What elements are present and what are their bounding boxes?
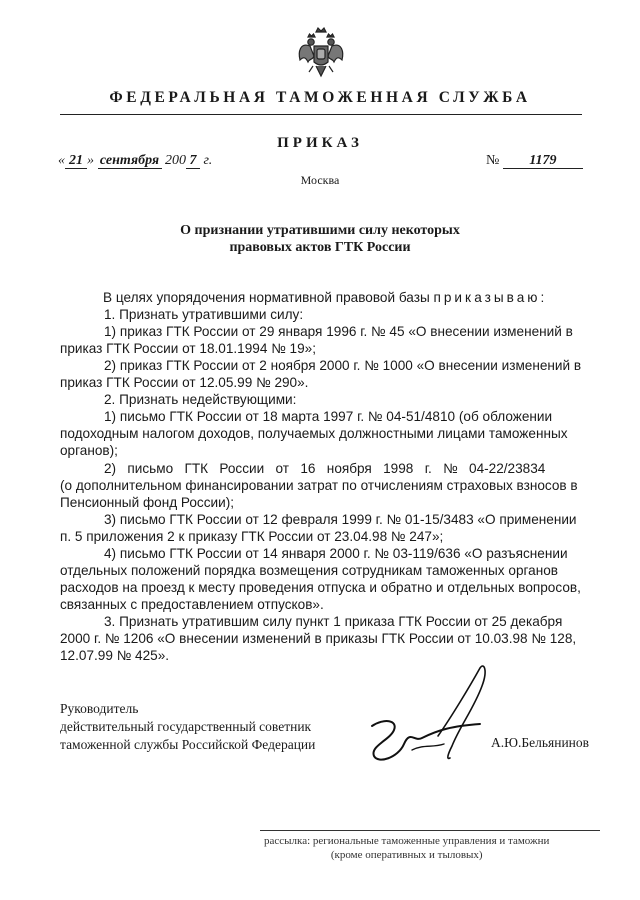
distribution-line: рассылка: региональные таможенные управления и таможни: [264, 835, 550, 847]
distribution-line: (кроме оперативных и тыловых): [330, 849, 483, 861]
body-line: 2) приказ ГТК России от 2 ноября 2000 г. № 1000 «О внесении изменений в: [104, 358, 582, 373]
body-line: 12.07.99 № 425».: [60, 648, 170, 663]
distribution-divider: [260, 830, 600, 831]
order-date: [58, 153, 212, 169]
body-line: 4) письмо ГТК России от 14 января 2000 г. № 03-119/636 «О разъяснении: [104, 546, 568, 561]
body-line: расходов на проезд к месту проведения отпуска и обратно и отдельных вопросов,: [60, 580, 581, 595]
body-intro: [103, 289, 547, 306]
signatory-position-line: Руководитель: [60, 701, 139, 716]
body-line: 3) письмо ГТК России от 12 февраля 1999 г. № 01-15/3483 «О применении: [104, 512, 577, 527]
body-line: 3. Признать утратившим силу пункт 1 приказа ГТК России от 25 декабря: [104, 614, 563, 629]
date-month: сентября: [98, 154, 162, 169]
header-divider: [60, 114, 582, 115]
date-open-quote: «: [58, 153, 65, 168]
subject-line: правовых актов ГТК России: [229, 240, 411, 255]
order-subject: [0, 222, 640, 256]
body-line: органов);: [60, 443, 118, 458]
body-line: п. 5 приложения 2 к приказу ГТК России от 23.04.98 № 247»;: [60, 529, 444, 544]
signatory-title: [60, 700, 315, 754]
body-line: подоходным налогом доходов, получаемых должностными лицами таможенных: [60, 426, 568, 441]
date-year-prefix: 200: [165, 153, 186, 168]
agency-name: ФЕДЕРАЛЬНАЯ ТАМОЖЕННАЯ СЛУЖБА: [109, 89, 531, 106]
signatory-name: А.Ю.Бельянинов: [491, 735, 590, 750]
number-label: №: [486, 153, 500, 168]
subject-line: О признании утратившими силу некоторых: [180, 223, 460, 238]
body-line: 2. Признать недействующими:: [104, 392, 297, 407]
handwritten-signature-icon: [352, 660, 502, 782]
body-line: 2) письмо ГТК России от 16 ноября 1998 г. № 04-22/23834: [104, 461, 546, 476]
body-line: 1) письмо ГТК России от 18 марта 1997 г. № 04-51/4810 (об обложении: [104, 409, 553, 424]
body-line: 1) приказ ГТК России от 29 января 1996 г. № 45 «О внесении изменений в: [104, 324, 573, 339]
date-close-quote: »: [87, 153, 94, 168]
body-line: 1. Признать утратившими силу:: [104, 307, 304, 322]
body-line: 2000 г. № 1206 «О внесении изменений в приказы ГТК России от 10.03.98 № 128,: [60, 631, 577, 646]
number-value: 1179: [503, 154, 583, 169]
double-headed-eagle-emblem-icon: [296, 26, 346, 82]
body-line: приказ ГТК России от 18.01.1994 № 19»;: [60, 341, 317, 356]
signatory-position-line: таможенной службы Российской Федерации: [60, 737, 316, 752]
distribution-note: [264, 834, 549, 862]
date-year-unit: г.: [203, 153, 213, 168]
body-line: связанных с предоставлением отпусков».: [60, 597, 324, 612]
date-year-suffix: 7: [186, 154, 200, 169]
body-line: отдельных положений порядка возмещения сотрудникам таможенных органов: [60, 563, 559, 578]
order-number: [486, 153, 583, 169]
date-day: 21: [65, 154, 87, 169]
body-line: (о дополнительном финансировании затрат по отчислениям страховых взносов в: [60, 478, 578, 493]
intro-text: В целях упорядочения нормативной правовой базы: [103, 290, 434, 305]
document-type-title: ПРИКАЗ: [277, 135, 363, 151]
body-line: приказ ГТК России от 12.05.99 № 290».: [60, 375, 309, 390]
city: Москва: [300, 173, 340, 187]
signatory-position-line: действительный государственный советник: [60, 719, 312, 734]
intro-decree-word: приказываю:: [433, 290, 548, 305]
body-line: Пенсионный фонд России);: [60, 495, 235, 510]
